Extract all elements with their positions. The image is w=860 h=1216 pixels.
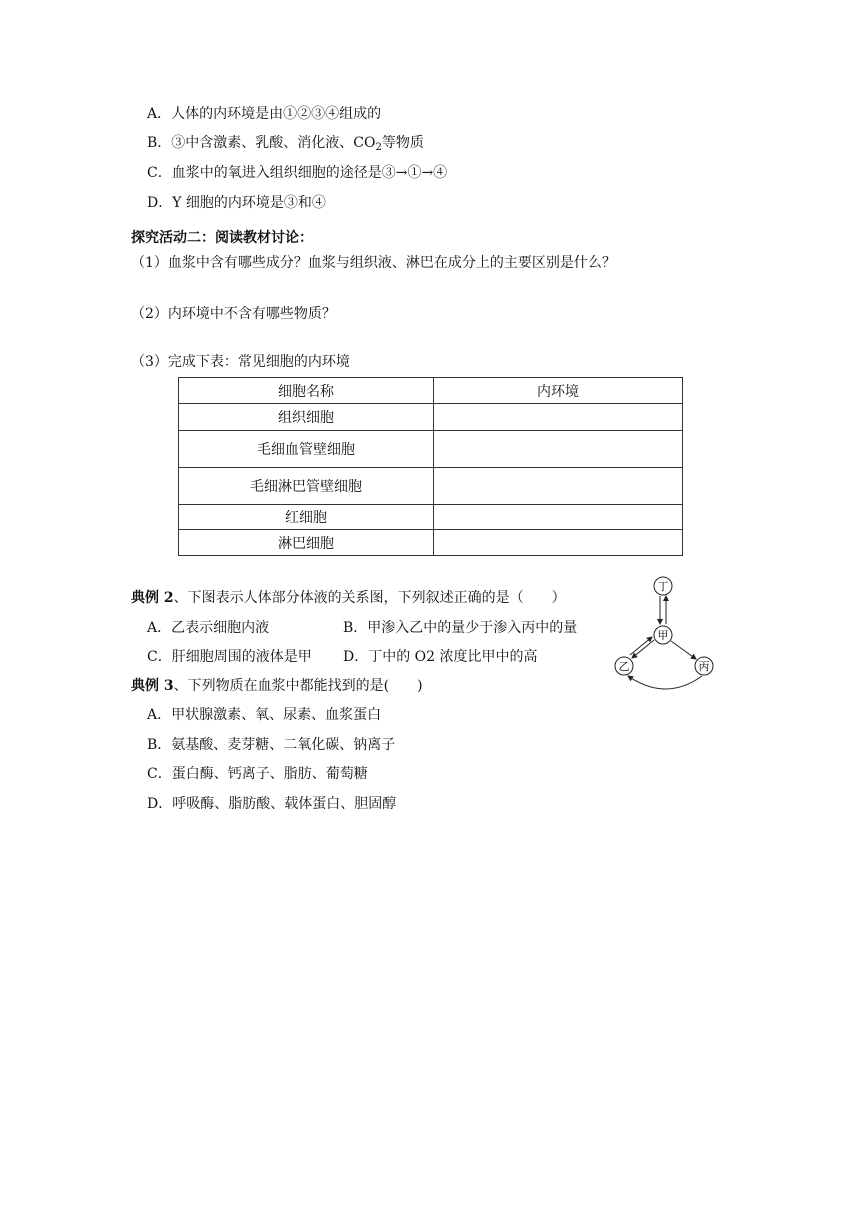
cell-environment-table	[178, 377, 683, 556]
activity-title: 探究活动二：阅读教材讨论：	[131, 230, 313, 246]
arrow-bing-to-yi	[628, 676, 702, 689]
arrow-jia-to-yi	[632, 640, 654, 658]
example-2-option-b: B．甲渗入乙中的量少于渗入丙中的量	[343, 620, 578, 636]
table-cell-environment[interactable]	[434, 468, 683, 505]
q1-option-b-tail: 等物质	[381, 135, 424, 151]
table-cell-name: 组织细胞	[179, 404, 434, 431]
example-2-option-a: A．乙表示细胞内液	[147, 620, 270, 636]
example-3-label: 典例 3	[131, 678, 174, 694]
example-3-stem	[131, 677, 423, 695]
node-jia-label: 甲	[657, 629, 669, 642]
table-cell-environment[interactable]	[434, 530, 683, 556]
q1-option-a: A．人体的内环境是由①②③④组成的	[147, 106, 382, 122]
table-row	[179, 530, 683, 556]
table-row	[179, 431, 683, 468]
node-ding-label: 丁	[657, 580, 669, 593]
table-cell-name: 毛细淋巴管壁细胞	[179, 468, 434, 505]
q1-option-d: D．Y 细胞的内环境是③和④	[147, 195, 326, 211]
table-header-environment: 内环境	[434, 378, 683, 404]
node-yi-label: 乙	[618, 660, 630, 673]
activity-question-1: （1）血浆中含有哪些成分？血浆与组织液、淋巴在成分上的主要区别是什么？	[131, 255, 616, 271]
example-3-text: 、下列物质在血浆中都能找到的是( )	[173, 678, 423, 694]
node-bing-label: 丙	[698, 660, 710, 673]
example-2-option-d: D．丁中的 O2 浓度比甲中的高	[343, 649, 538, 665]
q1-option-b-text: B．③中含激素、乳酸、消化液、CO	[147, 135, 376, 151]
table-header-row	[179, 378, 683, 404]
body-fluid-diagram	[610, 572, 720, 694]
table-cell-name: 淋巴细胞	[179, 530, 434, 556]
example-2-option-c: C．肝细胞周围的液体是甲	[147, 649, 312, 665]
arrow-jia-to-bing	[671, 641, 696, 659]
table-header-cell-name: 细胞名称	[179, 378, 434, 404]
example-2-stem	[131, 589, 566, 607]
example-2-label: 典例 2	[131, 590, 174, 606]
table-cell-environment[interactable]	[434, 431, 683, 468]
example-3-option-c: C．蛋白酶、钙离子、脂肪、葡萄糖	[147, 766, 368, 782]
table-row	[179, 505, 683, 530]
q1-option-b-subscript: 2	[375, 142, 382, 153]
example-2-text: 、下图表示人体部分体液的关系图，下列叙述正确的是（ ）	[173, 590, 566, 606]
table-cell-environment[interactable]	[434, 404, 683, 431]
q1-option-b	[147, 134, 424, 152]
arrow-yi-to-jia	[630, 637, 652, 655]
q1-option-c: C．血浆中的氧进入组织细胞的途径是③→①→④	[147, 165, 448, 181]
table-row	[179, 404, 683, 431]
activity-question-3: （3）完成下表：常见细胞的内环境	[131, 354, 350, 370]
example-3-option-d: D．呼吸酶、脂肪酸、载体蛋白、胆固醇	[147, 796, 397, 812]
table-cell-name: 红细胞	[179, 505, 434, 530]
example-3-option-a: A．甲状腺激素、氧、尿素、血浆蛋白	[147, 707, 382, 723]
table-row	[179, 468, 683, 505]
example-3-option-b: B．氨基酸、麦芽糖、二氧化碳、钠离子	[147, 737, 396, 753]
table-cell-environment[interactable]	[434, 505, 683, 530]
table-cell-name: 毛细血管壁细胞	[179, 431, 434, 468]
activity-question-2: （2）内环境中不含有哪些物质？	[131, 306, 336, 322]
